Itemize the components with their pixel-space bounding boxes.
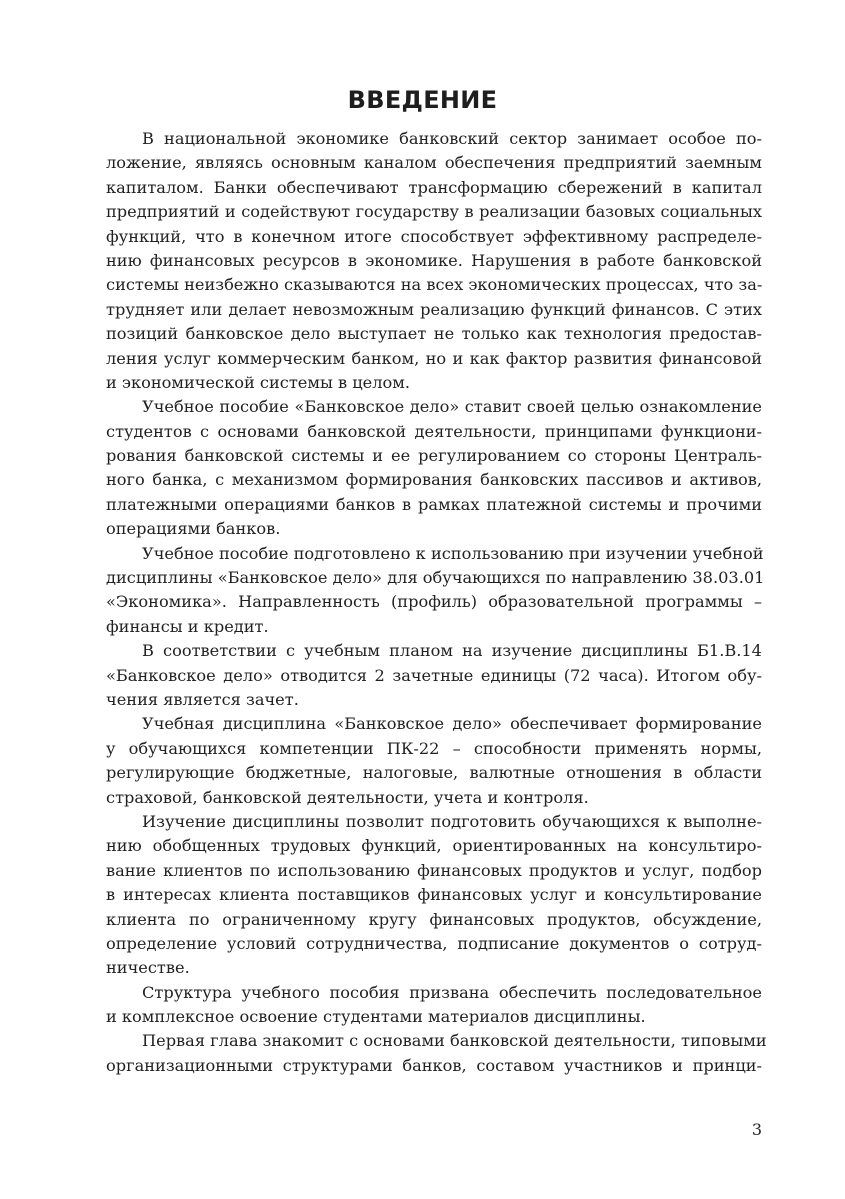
- text-line: Структура учебного пособия призвана обеспечить последовательное: [142, 982, 762, 1002]
- paragraph: [106, 127, 762, 395]
- paragraph: [106, 810, 762, 981]
- text-line: В соответствии с учебным планом на изучение дисциплины Б1.В.14: [142, 641, 762, 661]
- text-line: Учебное пособие подготовлено к использованию при изучении учебной: [142, 543, 764, 563]
- text-line: вание клиентов по использованию финансовых продуктов и услуг, подбор: [106, 860, 762, 880]
- text-line: «Банковское дело» отводится 2 зачетные единицы (72 часа). Итогом обу-: [106, 665, 762, 685]
- text-line: платежными операциями банков в рамках платежной системы и прочими: [106, 494, 762, 514]
- text-line: предприятий и содействуют государству в реализации базовых социальных: [106, 202, 762, 222]
- text-line: рования банковской системы и ее регулированием со стороны Централь-: [106, 446, 762, 466]
- text-line: у обучающихся компетенции ПК-22 – способности применять нормы,: [106, 738, 762, 758]
- text-line: ного банка, с механизмом формирования банковских пассивов и активов,: [106, 470, 762, 490]
- text-line: ложение, являясь основным каналом обеспечения предприятий заемным: [106, 153, 762, 173]
- paragraph: [106, 395, 762, 541]
- text-line: дисциплины «Банковское дело» для обучающихся по направлению 38.03.01: [106, 568, 765, 588]
- text-line: определение условий сотрудничества, подписание документов о сотруд-: [106, 933, 762, 953]
- text-line: системы неизбежно сказываются на всех экономических процессах, что за-: [106, 275, 763, 295]
- text-line: в интересах клиента поставщиков финансовых услуг и консультирование: [106, 885, 762, 905]
- text-line: и экономической системы в целом.: [106, 372, 411, 392]
- text-line: страховой, банковской деятельности, учета и контроля.: [106, 787, 589, 807]
- text-line: трудняет или делает невозможным реализацию функций финансов. С этих: [106, 299, 762, 319]
- paragraph: [106, 1029, 767, 1078]
- text-line: студентов с основами банковской деятельности, принципами функциони-: [106, 421, 762, 441]
- text-line: финансы и кредит.: [106, 616, 269, 636]
- body-text: [106, 127, 767, 1078]
- text-line: ничестве.: [106, 958, 190, 978]
- text-line: нию обобщенных трудовых функций, ориентированных на консультиро-: [106, 836, 762, 856]
- text-line: нию финансовых ресурсов в экономике. Нарушения в работе банковской: [106, 250, 762, 270]
- text-line: регулирующие бюджетные, налоговые, валютные отношения в области: [106, 763, 762, 783]
- page-number: 3: [751, 1120, 762, 1139]
- text-line: и комплексное освоение студентами материалов дисциплины.: [106, 1007, 646, 1027]
- text-line: позиций банковское дело выступает не только как технология предостав-: [106, 324, 762, 344]
- paragraph: [106, 712, 762, 810]
- text-line: В национальной экономике банковский сектор занимает особое по-: [142, 129, 762, 148]
- text-line: Изучение дисциплины позволит подготовить обучающихся к выполне-: [142, 811, 762, 831]
- paragraph: [106, 639, 762, 712]
- text-line: операциями банков.: [106, 519, 281, 539]
- text-line: Учебная дисциплина «Банковское дело» обеспечивает формирование: [142, 714, 762, 734]
- text-line: ления услуг коммерческим банком, но и как фактор развития финансовой: [106, 348, 762, 368]
- text-line: клиента по ограниченному кругу финансовых продуктов, обсуждение,: [106, 909, 762, 929]
- text-line: организационными структурами банков, составом участников и принци-: [106, 1055, 762, 1075]
- text-line: Первая глава знакомит с основами банковской деятельности, типовыми: [142, 1031, 767, 1051]
- text-line: капиталом. Банки обеспечивают трансформацию сбережений в капитал: [106, 177, 762, 197]
- text-line: «Экономика». Направленность (профиль) образовательной программы –: [106, 592, 762, 612]
- text-line: Учебное пособие «Банковское дело» ставит своей целью ознакомление: [142, 397, 762, 417]
- paragraph: [106, 981, 762, 1030]
- text-line: чения является зачет.: [106, 689, 299, 709]
- page-title: ВВЕДЕНИЕ: [347, 86, 498, 114]
- text-line: функций, что в конечном итоге способствует эффективному распределе-: [106, 226, 762, 246]
- paragraph: [106, 542, 765, 640]
